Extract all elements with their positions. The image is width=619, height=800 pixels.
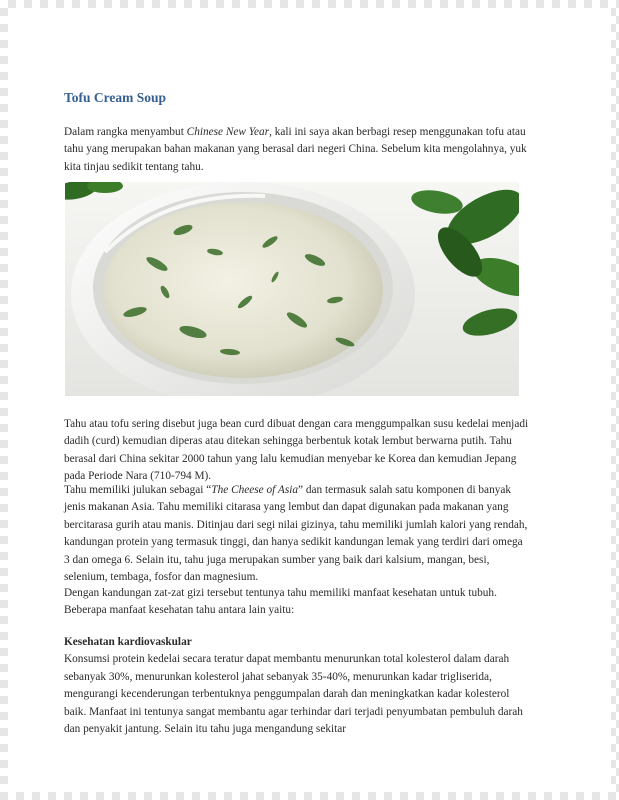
paragraph-benefits-intro: Dengan kandungan zat-zat gizi tersebut tentunya tahu memiliki manfaat kesehatan untuk tubuh. Beberapa manfaat kesehatan tahu antara lain yaitu: <box>64 587 497 617</box>
section-cardiovascular <box>64 634 530 738</box>
intro-paragraph <box>64 124 530 176</box>
quote-close: ” <box>298 484 304 496</box>
nutrition-text-end: dan termasuk salah satu komponen di banyak jenis makanan Asia. Tahu memiliki citarasa yang lembut dan dapat digunakan pada makanan yang bercitarasa gurih atau manis. Ditinjau dari segi nilai gizinya, tahu memiliki jumlah kalori yang rendah, kandungan protein yang termasuk tinggi, dan hanya sedikit kandungan lemak yang terdiri dari omega 3 dan omega 6. Selain itu, tahu juga merupakan sumber yang baik dari kalsium, mangan, besi, selenium, tembaga, fosfor dan magnesium. <box>64 484 528 584</box>
quote-open: “ <box>206 484 212 496</box>
section-text: Konsumsi protein kedelai secara teratur dapat membantu menurunkan total kolesterol dalam darah sebanyak 30%, menurunkan kolesterol jahat sebanyak 35-40%, menurunkan kadar trigliserida, mengurangi kecenderungan terbentuknya penggumpalan darah dan meningkatkan kadar kolesterol baik. Manfaat ini tentunya sangat membantu agar terhindar dari terjadi penyumbatan pembuluh darah dan penyakit jantung. Selain itu tahu juga mengandung sekitar <box>64 653 523 736</box>
paragraph-nutrition <box>64 482 530 586</box>
nickname-italic: The Cheese of Asia <box>211 484 299 496</box>
tofu-soup-photo <box>65 182 519 396</box>
nutrition-text-start: Tahu memiliki julukan sebagai <box>64 484 207 496</box>
intro-text-end: , kali ini saya akan berbagi resep menggunakan tofu atau tahu yang merupakan bahan makanan yang berasal dari negeri China. Sebelum kita mengolahnya, yuk kita tinjau sedikit tentang tahu. <box>64 126 527 173</box>
paragraph-origin: Tahu atau tofu sering disebut juga bean curd dibuat dengan cara menggumpalkan susu kedelai menjadi dadih (curd) kemudian diperas atau ditekan sehingga berbentuk kotak lembut berwarna putih. Tahu berasal dari China sekitar 2000 tahun yang lalu kemudian menyebar ke Korea dan kemudian Jepang pada Periode Nara (710-794 M). <box>64 418 529 483</box>
intro-italic-phrase: Chinese New Year <box>186 126 270 138</box>
intro-text-start: Dalam rangka menyambut <box>64 126 187 138</box>
section-heading: Kesehatan kardiovaskular <box>64 636 192 648</box>
page-title: Tofu Cream Soup <box>64 90 167 105</box>
